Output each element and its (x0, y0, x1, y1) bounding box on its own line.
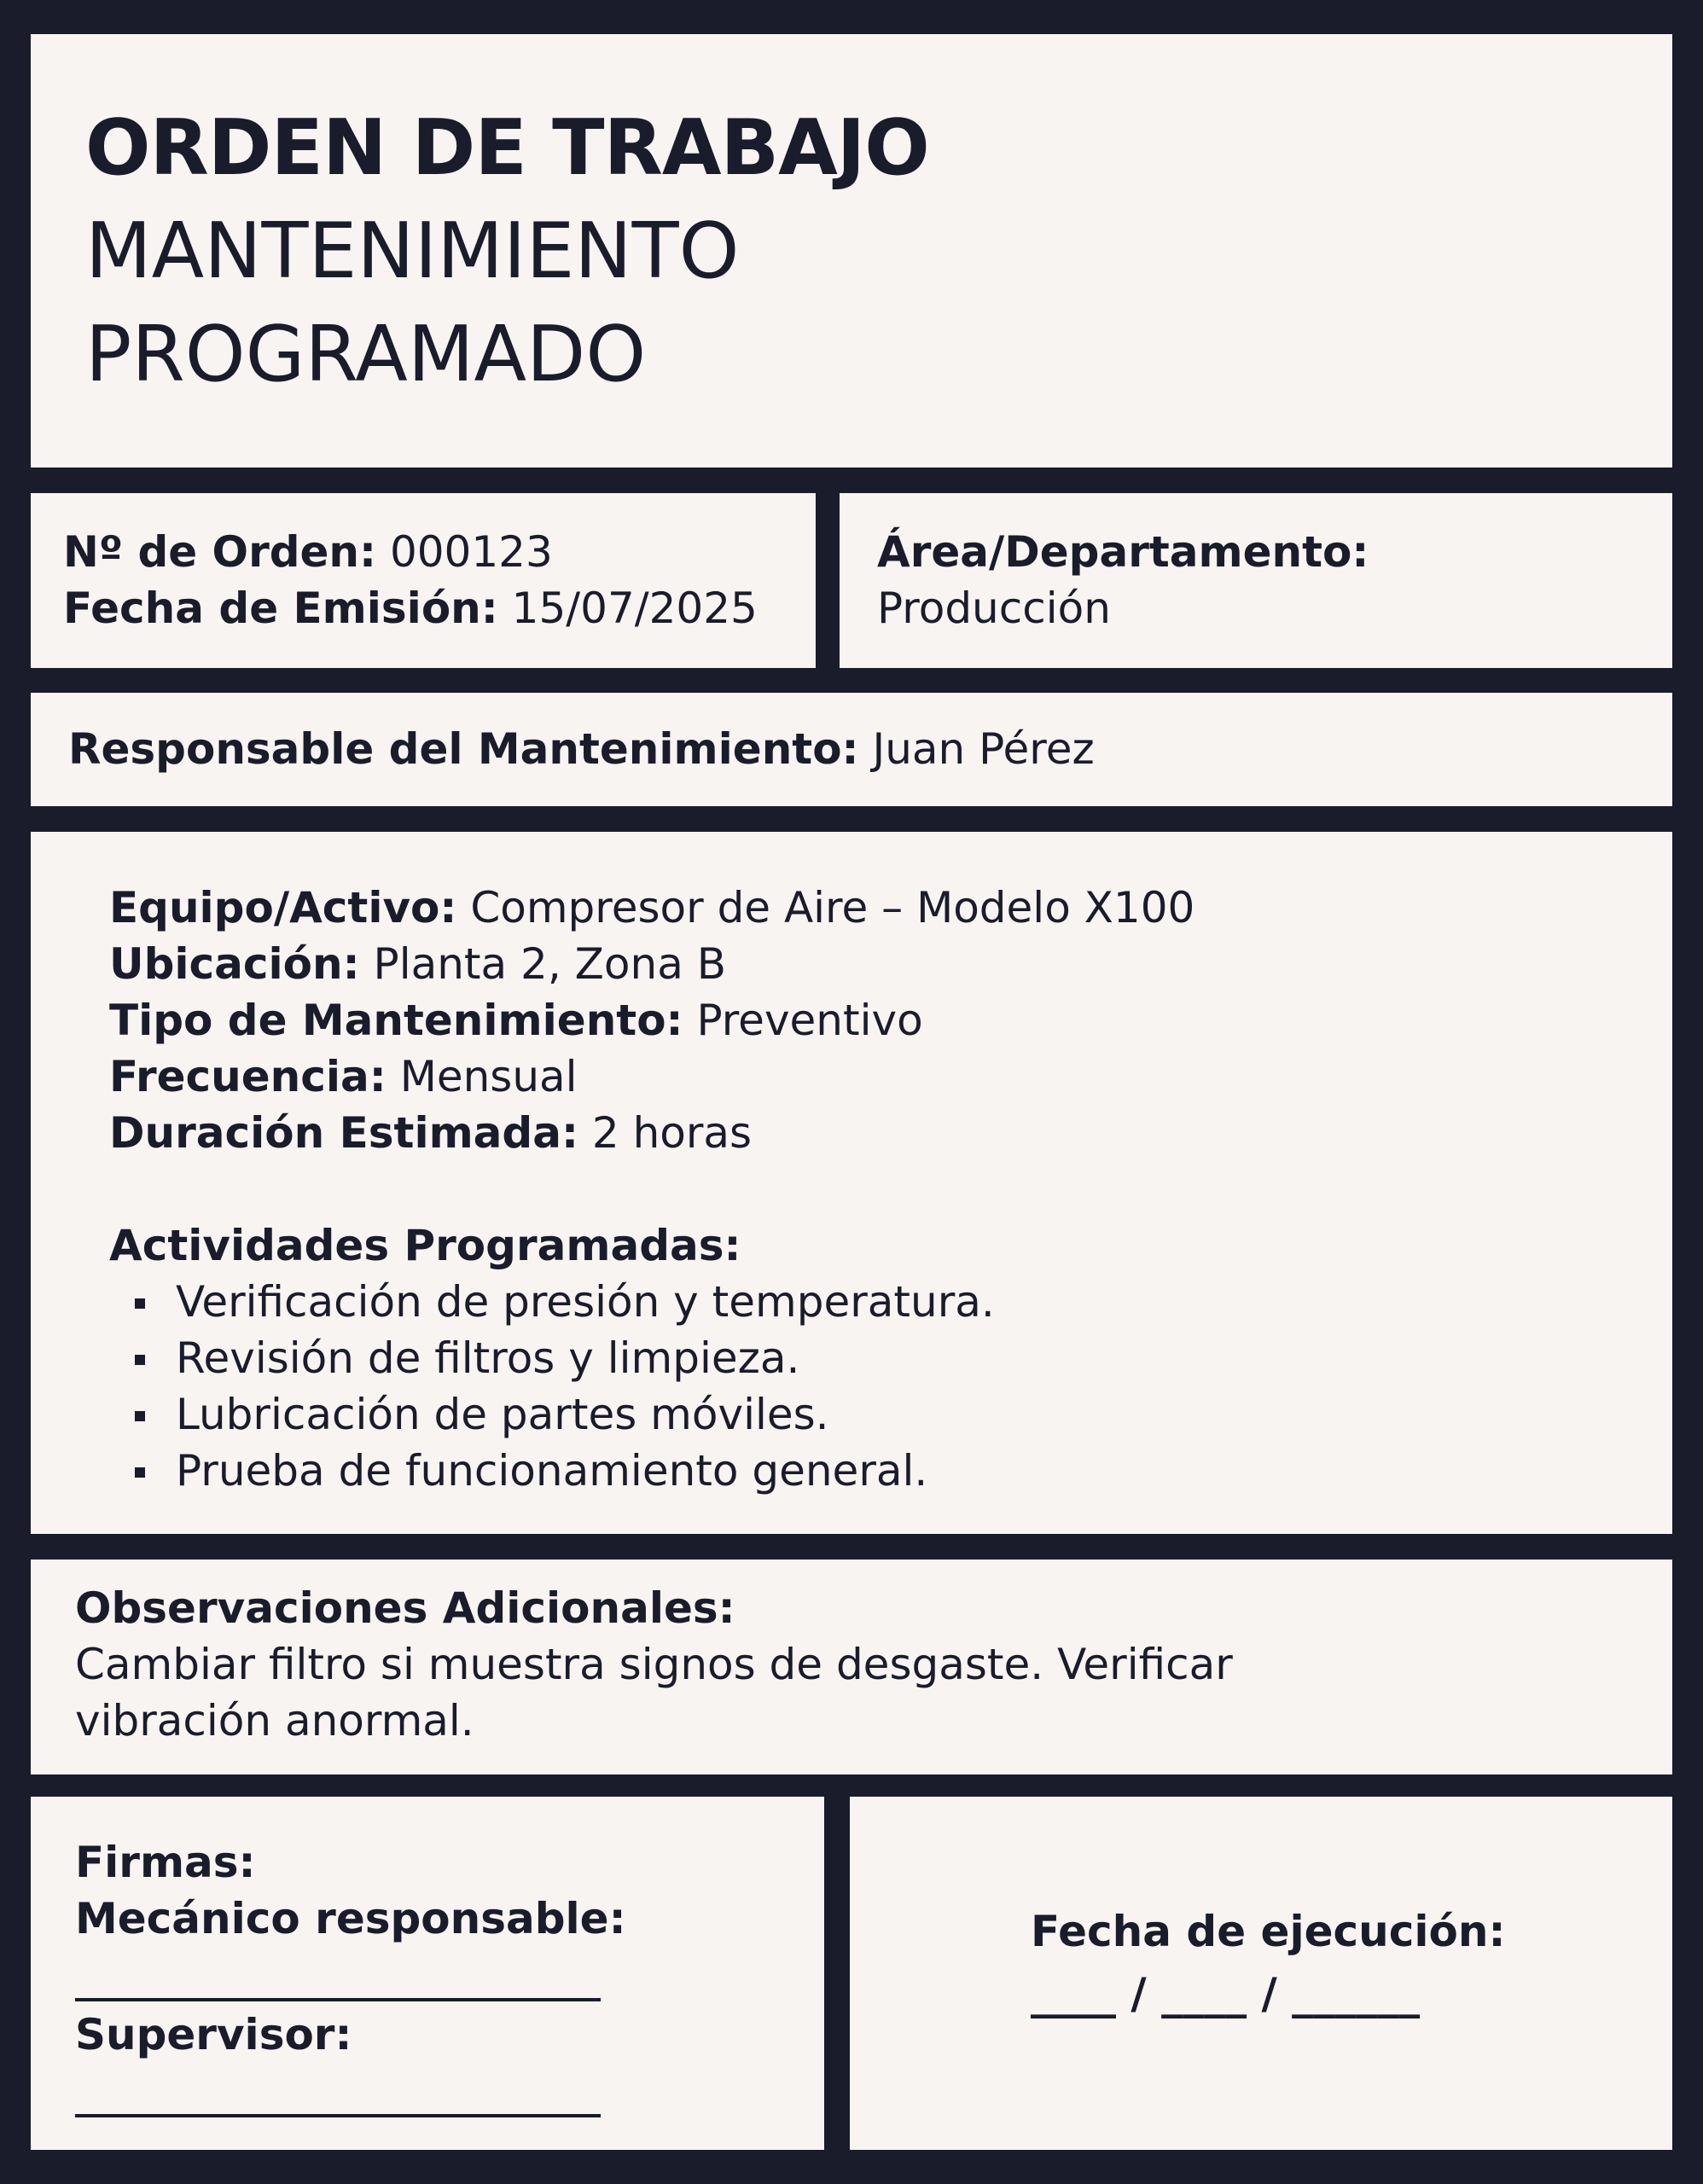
observations-panel (31, 1560, 1672, 1774)
order-number-label: Nº de Orden: (63, 527, 377, 577)
maintenance-type-field (109, 992, 1672, 1048)
order-number-value: 000123 (389, 527, 553, 577)
responsible-value: Juan Pérez (872, 724, 1095, 774)
location-label: Ubicación: (109, 939, 360, 989)
activities-list (109, 1274, 1672, 1499)
location-field (109, 936, 1672, 992)
frequency-label: Frecuencia: (109, 1052, 387, 1101)
execution-date-panel (850, 1797, 1672, 2150)
supervisor-signature-label: Supervisor: (75, 2010, 352, 2059)
activity-item (109, 1386, 1672, 1443)
activities-heading: Actividades Programadas: (109, 1221, 741, 1270)
maintenance-type-value: Preventivo (696, 996, 923, 1045)
title-panel (31, 34, 1672, 468)
area-value: Producción (877, 584, 1111, 633)
bullet-icon (135, 1411, 145, 1421)
issue-date-field (63, 580, 816, 636)
execution-date-blank[interactable]: ____ / ____ / ______ (1031, 1969, 1421, 2018)
responsible-panel (31, 693, 1672, 806)
execution-date-label: Fecha de ejecución: (1031, 1907, 1506, 1956)
location-value: Planta 2, Zona B (373, 939, 727, 989)
duration-label: Duración Estimada: (109, 1108, 578, 1158)
mechanic-signature-label: Mecánico responsable: (75, 1894, 626, 1943)
area-panel (840, 493, 1672, 668)
order-number-field (63, 524, 816, 580)
activity-text: Revisión de filtros y limpieza. (176, 1333, 800, 1383)
maintenance-type-label: Tipo de Mantenimiento: (109, 996, 683, 1045)
order-info-panel (31, 493, 816, 668)
observations-text-line2: vibración anormal. (75, 1696, 474, 1745)
section-spacer (109, 1161, 1672, 1217)
frequency-field (109, 1048, 1672, 1105)
area-label: Área/Departamento: (877, 527, 1369, 577)
document-subtitle-line2: PROGRAMADO (85, 310, 647, 399)
signatures-panel (31, 1797, 824, 2150)
issue-date-label: Fecha de Emisión: (63, 584, 498, 633)
activity-text: Lubricación de partes móviles. (176, 1390, 829, 1439)
activity-item (109, 1330, 1672, 1386)
activity-item (109, 1443, 1672, 1499)
document-subtitle-line1: MANTENIMIENTO (85, 206, 740, 296)
observations-text-line1: Cambiar filtro si muestra signos de desgaste. Verificar (75, 1640, 1233, 1689)
activity-text: Prueba de funcionamiento general. (176, 1446, 928, 1496)
duration-field (109, 1105, 1672, 1161)
details-panel (31, 832, 1672, 1534)
activity-text: Verificación de presión y temperatura. (176, 1277, 995, 1327)
equipment-field (109, 880, 1672, 936)
bullet-icon (135, 1298, 145, 1309)
responsible-field (68, 721, 1672, 777)
document-title: ORDEN DE TRABAJO (85, 103, 929, 193)
bullet-icon (135, 1355, 145, 1365)
observations-label: Observaciones Adicionales: (75, 1583, 735, 1633)
bullet-icon (135, 1467, 145, 1478)
equipment-value: Compresor de Aire – Modelo X100 (470, 883, 1195, 932)
supervisor-signature-line[interactable] (75, 2114, 601, 2117)
duration-value: 2 horas (591, 1108, 753, 1158)
responsible-label: Responsable del Mantenimiento: (68, 724, 859, 774)
equipment-label: Equipo/Activo: (109, 883, 457, 932)
frequency-value: Mensual (399, 1052, 578, 1101)
activity-item (109, 1274, 1672, 1330)
signatures-label: Firmas: (75, 1838, 256, 1887)
issue-date-value: 15/07/2025 (511, 584, 758, 633)
mechanic-signature-line[interactable] (75, 1998, 601, 2001)
